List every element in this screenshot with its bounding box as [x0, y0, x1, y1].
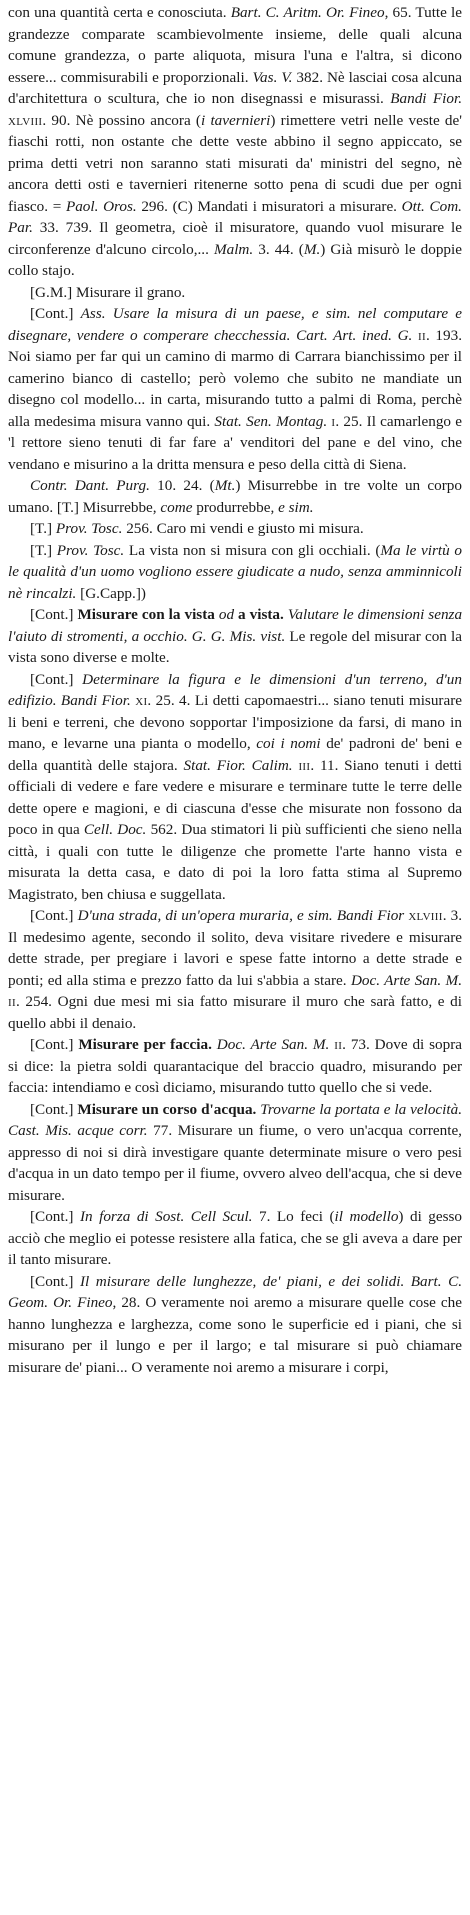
text-run: [Cont.] — [30, 1272, 80, 1290]
entry-paragraph-p04 — [8, 475, 462, 518]
citation-italic: come — [160, 498, 193, 516]
text-run: 77. Misurare un fiume, o vero un'acqua corrente, appresso di noi si dirà investigare quante determinate misure o vero pesi d'acqua in un dato tempo per il fiume, ovvero alveo dell'acqua, che si deve misurare. — [8, 1122, 462, 1204]
text-run: [T.] — [30, 541, 57, 559]
entry-paragraph-p02 — [8, 282, 462, 304]
entry-paragraph-p03 — [8, 303, 462, 475]
citation-italic: Determinare la figura e le dimensioni d'un terreno, d'un edifizio. Bandi Fior. — [8, 670, 462, 709]
text-run: produrrebbe, — [192, 498, 279, 516]
citation-italic: M. — [303, 240, 321, 258]
text-run: [T.] — [30, 520, 56, 537]
text-run: , 65. Tutte le grandezze comparate scambievolmente insieme, delle quali alcuna comune grandezza, o parte aliquota, misura l'una e l'altra, si dicono essere... commisurabili e proporzionali. — [8, 4, 463, 86]
entry-paragraph-p13 — [8, 1271, 462, 1379]
text-run: ) rimettere vetri nelle veste de' fiaschi rotti, non ostante che dette veste abbino il segno appiccato, se prima detti vetri non saranno stati misurati da' ministri del segno, nè ancora detti osti e tavernieri ritenerne sotto pena di scudi due per ogni fiasco. = — [8, 111, 462, 215]
text-run: ) di gesso acciò che meglio ei potesse resistere alla fatica, che se gli aveva a dare per il tanto misurare. — [8, 1208, 463, 1268]
citation-italic: Ma le virtù o le qualità d'un uomo vogliono essere giudicate a nudo, senza amminnicoli nè rincalzi. — [8, 541, 463, 602]
text-run: [Cont.] — [30, 1036, 79, 1053]
text-run: [G.M.] Misurare il grano. — [30, 283, 186, 301]
text-run: [Cont.] — [30, 670, 83, 688]
citation-italic: Cell. Doc. — [83, 821, 147, 838]
text-run: . 11. Siano tenuti i detti officiali di vedere e fare vedere e misurare e terminare tutte le terre delle dette opere e magioni, e di ciascuna d'esse che misurate non fossono da poco in qua — [8, 756, 463, 838]
entry-paragraph-p11 — [8, 1099, 462, 1207]
text-run: . 25. Il camarlengo e 'l rettore sieno tenuti di far fare a' venditori del pane e del vino, che vendano e misurino a la dritta mensura e peso della città di Siena. — [8, 412, 463, 473]
entry-paragraph-p01 — [8, 2, 462, 282]
citation-italic: Prov. Tosc. — [55, 520, 123, 537]
text-run: de' padroni de' beni e della quantità delle stajora. — [8, 735, 462, 774]
citation-italic: i tavernieri — [201, 111, 271, 129]
citation-italic: il modello — [334, 1208, 399, 1225]
entry-paragraph-p12 — [8, 1206, 462, 1271]
roman-numeral: ii — [334, 1036, 343, 1053]
roman-numeral: ii — [418, 326, 426, 344]
text-run: 7. Lo feci ( — [252, 1208, 335, 1225]
headword-bold: a vista. — [238, 606, 284, 623]
citation-italic: In forza di Sost. Cell Scul. — [79, 1208, 253, 1225]
headword-bold: Misurare un corso d'acqua. — [77, 1100, 257, 1118]
roman-numeral: xlviii — [408, 907, 443, 924]
text-run: [Cont.] — [30, 1100, 78, 1118]
citation-italic: Contr. Dant. Purg. — [30, 477, 150, 494]
citation-italic: od — [218, 606, 235, 623]
citation-italic: D'una strada, di un'opera muraria, e sim. Bandi Fior — [77, 907, 405, 924]
text-run: [Cont.] — [30, 1208, 80, 1225]
roman-numeral: xlviii — [8, 111, 43, 129]
text-run: . 254. Ogni due mesi mi sia fatto misurare il muro che sarà fatto, e di quello abbi il denaio. — [8, 993, 462, 1032]
entry-paragraph-p08 — [8, 669, 462, 906]
text-run: ) Già misurò le doppie collo stajo. — [8, 240, 462, 279]
text-run: [Cont.] — [30, 907, 78, 924]
citation-italic: Doc. Arte San. M. — [350, 971, 462, 989]
text-run: 3. 44. ( — [253, 240, 304, 258]
citation-italic: Prov. Tosc. — [56, 541, 125, 559]
text-run: 10. 24. ( — [149, 477, 215, 494]
text-run: 33. 739. Il geometra, cioè il misuratore, quando vuol misurare le circonferenze d'alcuno circolo,... — [8, 219, 462, 258]
citation-italic: Stat. Sen. Montag. — [214, 412, 328, 430]
citation-italic: Mt. — [214, 477, 236, 494]
citation-italic: Ott. Com. Par. — [8, 197, 462, 236]
citation-italic: Bandi Fior. — [390, 90, 462, 107]
citation-italic: Ass. Usare la misura di un paese, e sim. nel computare e disegnare, vendere o comperare checchessia. Cart. Art. ined. G. — [8, 305, 462, 344]
text-run: . 25. 4. Li detti capomaestri... siano tenuti misurare li beni e terreni, che devono sopportar l'imposizione da farsi, di mano in mano, e levarne una pianta o modello, — [8, 692, 463, 752]
citation-italic: Malm. — [213, 240, 254, 258]
text-run: . 3. Il medesimo agente, secondo il solito, deva visitare rivedere e misurare dette strade, per pregiare i lavori e spese fatte intorno a dette strade e ponti; ed alla stima e prezzo fatto da lui s'abbia a stare. — [8, 907, 462, 989]
citation-italic: Paol. Oros. — [65, 197, 137, 215]
entry-paragraph-p06 — [8, 540, 462, 605]
text-run: con una quantità certa e conosciuta. — [8, 4, 231, 21]
text-run: La vista non si misura con gli occhiali. ( — [124, 541, 381, 559]
text-run: [G.Capp.]) — [76, 584, 146, 602]
text-run: ) Misurrebbe in tre volte un corpo umano. [T.] Misurrebbe, — [8, 477, 462, 516]
citation-italic: e sim. — [278, 498, 314, 516]
citation-italic: coi i nomi — [256, 735, 321, 752]
text-run: [Cont.] — [30, 606, 78, 623]
text-run: [Cont.] — [30, 305, 81, 322]
text-run: , 28. O veramente noi aremo a misurare quelle cose che hanno lunghezza e larghezza, come sono le superficie ed i piani, che si misurano per il lungo e per il largo; e tal misurare si può chiamare misurare de' piani... O veramente noi aremo a misurare i corpi, — [8, 1294, 463, 1376]
entry-paragraph-p05 — [8, 518, 462, 540]
citation-italic: Bart. C. Aritm. Or. Fineo — [230, 4, 385, 21]
headword-bold: Misurare per faccia. — [78, 1036, 212, 1053]
text-run: . 90. Nè possino ancora ( — [42, 111, 201, 129]
roman-numeral: iii — [298, 756, 311, 774]
citation-italic: Il misurare delle lunghezze, de' piani, e dei solidi. Bart. C. Geom. Or. Fineo — [8, 1272, 462, 1311]
citation-italic: Trovarne la portata e la velocità. Cast. Mis. acque corr. — [8, 1100, 462, 1139]
text-run: 562. Dua stimatori li più sufficienti che sieno nella città, i quali con tutte le diligenze che promette l'arte hanno vista e misurata la detta casa, e dato di poi la loro fatta stima al Supremo Magistrato, ben chiusa e suggellata. — [8, 821, 462, 903]
roman-numeral: ii — [8, 993, 16, 1010]
text-run: Le regole del misurar con la vista sono diverse e molte. — [8, 627, 462, 666]
entry-paragraph-p10 — [8, 1034, 462, 1099]
roman-numeral: xi — [135, 692, 148, 709]
roman-numeral: i — [331, 412, 336, 430]
citation-italic: Vas. V. — [252, 68, 293, 86]
text-run: 296. (C) Mandati i misuratori a misurare. — [136, 197, 402, 215]
text-run: 256. Caro mi vendi e giusto mi misura. — [122, 520, 364, 537]
citation-italic: Doc. Arte San. M. — [216, 1036, 330, 1053]
entry-paragraph-p07 — [8, 604, 462, 669]
text-run: . 73. Dove di sopra si dice: la pietra soldi quarantacique del braccio quadro, misurando per faccia: intendiamo e così diciamo, misurando tutto quello che si vede. — [8, 1036, 463, 1096]
citation-italic: Valutare le dimensioni senza l'aiuto di stromenti, a occhio. G. G. Mis. vist. — [8, 606, 463, 645]
text-run: 382. Nè lasciai cosa alcuna d'architettura o scultura, che io non disegnassi e misurassi. — [8, 68, 462, 107]
entry-paragraph-p09 — [8, 905, 462, 1034]
headword-bold: Misurare con la vista — [77, 606, 215, 623]
text-run: . 193. Noi siamo per far qui un camino di marmo di Carrara bianchissimo per il camerino bianco di castello; però volemo che subito ne mandiate un disegno col modello... in carta, misurando tutto a palmi di Roma, perchè alla medesima misura vanno qui. — [8, 326, 463, 430]
citation-italic: Stat. Fior. Calim. — [183, 756, 293, 774]
